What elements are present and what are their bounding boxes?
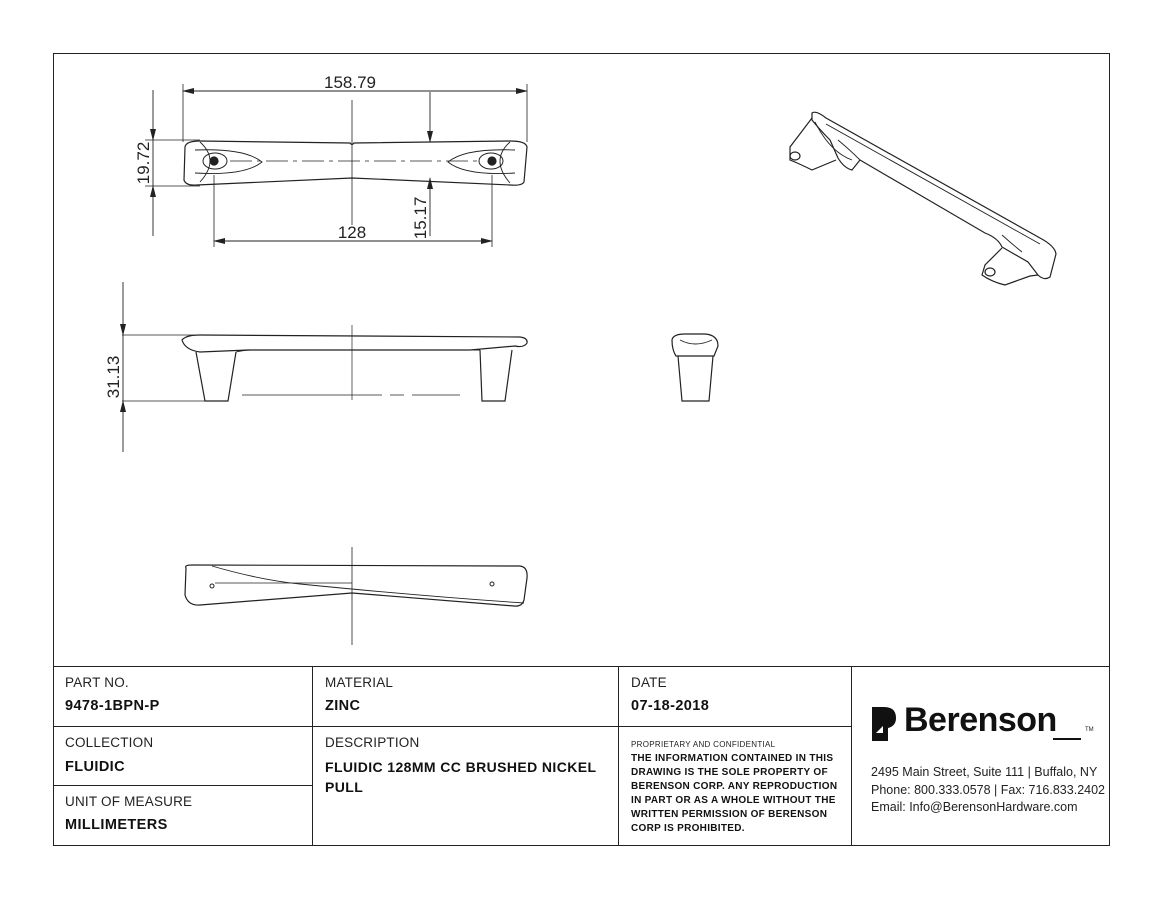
collection-value: FLUIDIC xyxy=(65,759,125,775)
handle-top-outline xyxy=(184,141,527,185)
berenson-logo-mark-icon xyxy=(871,706,897,742)
company-name: Berenson xyxy=(904,701,1057,739)
dim-projection: 31.13 xyxy=(104,355,123,399)
front-view xyxy=(122,282,527,452)
handle-front-outline xyxy=(182,335,527,352)
proprietary-line: THE INFORMATION CONTAINED IN THIS xyxy=(631,753,834,764)
proprietary-heading: PROPRIETARY AND CONFIDENTIAL xyxy=(631,740,776,749)
description-label: DESCRIPTION xyxy=(325,735,420,750)
proprietary-line: DRAWING IS THE SOLE PROPERTY OF xyxy=(631,767,828,778)
dim-width: 19.72 xyxy=(134,141,153,185)
unit-value: MILLIMETERS xyxy=(65,817,168,833)
company-email: Email: Info@BerensonHardware.com xyxy=(871,800,1078,814)
part-no-value: 9478-1BPN-P xyxy=(65,698,160,714)
proprietary-line: IN PART OR AS A WHOLE WITHOUT THE xyxy=(631,795,836,806)
top-view xyxy=(145,84,527,247)
proprietary-line: BERENSON CORP. ANY REPRODUCTION xyxy=(631,781,838,792)
company-phone: Phone: 800.333.0578 | Fax: 716.833.2402 xyxy=(871,783,1105,797)
material-label: MATERIAL xyxy=(325,675,394,690)
unit-label: UNIT OF MEASURE xyxy=(65,794,193,809)
isometric-view xyxy=(790,112,1056,285)
dim-center-to-center: 128 xyxy=(337,223,367,242)
bottom-view xyxy=(185,547,527,645)
dim-overall-length: 158.79 xyxy=(324,73,376,92)
company-address: 2495 Main Street, Suite 111 | Buffalo, NY xyxy=(871,765,1098,779)
material-value: ZINC xyxy=(325,698,361,714)
collection-label: COLLECTION xyxy=(65,735,154,750)
date-value: 07-18-2018 xyxy=(631,698,710,714)
side-view xyxy=(672,334,718,401)
trademark: TM xyxy=(1085,727,1094,733)
logo-underline xyxy=(1053,738,1081,740)
title-block xyxy=(53,666,1110,846)
date-label: DATE xyxy=(631,675,667,690)
part-no-label: PART NO. xyxy=(65,675,129,690)
dim-handle-depth: 15.17 xyxy=(411,196,430,240)
description-line-2: PULL xyxy=(325,779,364,795)
description-line-1: FLUIDIC 128MM CC BRUSHED NICKEL xyxy=(325,759,597,775)
proprietary-text xyxy=(631,752,841,836)
proprietary-line: WRITTEN PERMISSION OF BERENSON xyxy=(631,809,828,820)
proprietary-line: CORP IS PROHIBITED. xyxy=(631,823,745,834)
